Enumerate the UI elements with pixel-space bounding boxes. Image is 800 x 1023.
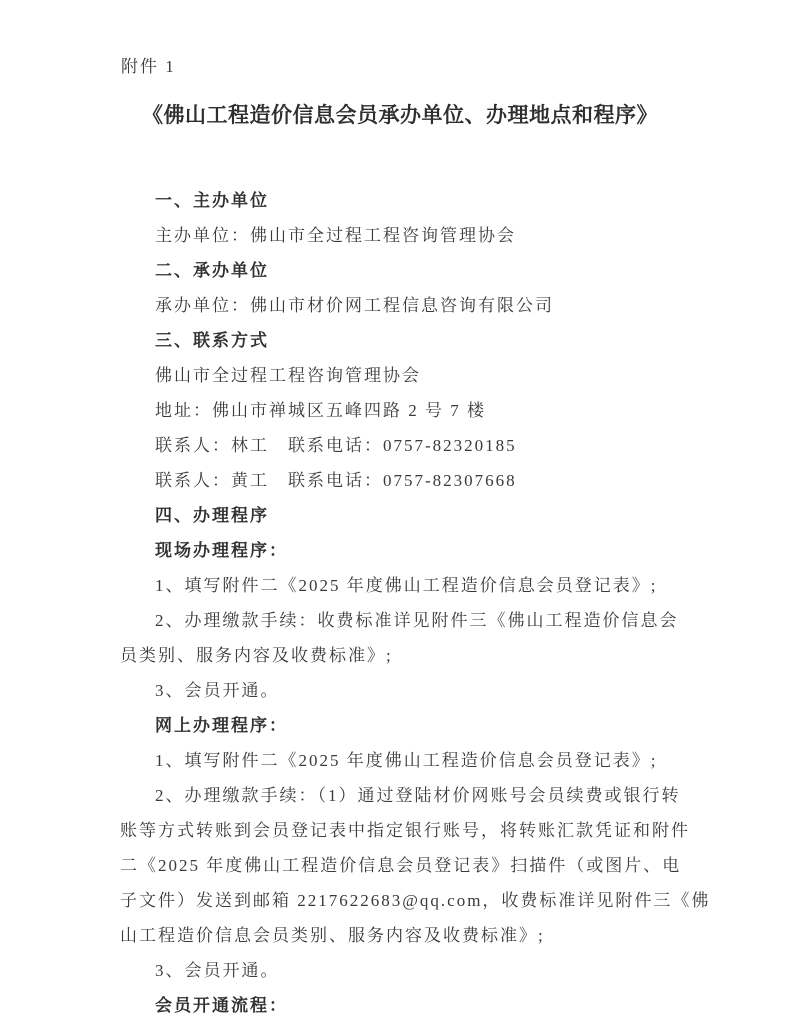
online-step-line: 1、填写附件二《2025 年度佛山工程造价信息会员登记表》;: [155, 751, 658, 770]
section-heading-undertaker: 二、承办单位: [155, 261, 269, 280]
document-title: 《佛山工程造价信息会员承办单位、办理地点和程序》: [142, 103, 658, 127]
contact-address-line: 地址：佛山市禅城区五峰四路 2 号 7 楼: [155, 401, 486, 420]
online-step-wrap-line: 山工程造价信息会员类别、服务内容及收费标准》;: [120, 926, 545, 945]
online-step-wrap-line: 账等方式转账到会员登记表中指定银行账号，将转账汇款凭证和附件: [120, 821, 690, 840]
host-body-line: 主办单位：佛山市全过程工程咨询管理协会: [155, 226, 516, 245]
onsite-procedure-subheading: 现场办理程序：: [155, 541, 288, 560]
online-step-wrap-line: 二《2025 年度佛山工程造价信息会员登记表》扫描件（或图片、电: [120, 856, 682, 875]
onsite-step-wrap-line: 员类别、服务内容及收费标准》;: [120, 646, 393, 665]
onsite-step-line: 2、办理缴款手续：收费标准详见附件三《佛山工程造价信息会: [155, 611, 679, 630]
attachment-label: 附件 1: [121, 57, 176, 76]
undertaker-body-line: 承办单位：佛山市材价网工程信息咨询有限公司: [155, 296, 554, 315]
contact-person1-line: 联系人：林工 联系电话：0757-82320185: [155, 436, 517, 455]
online-step-line: 3、会员开通。: [155, 961, 280, 980]
online-step-wrap-line: 子文件）发送到邮箱 2217622683@qq.com，收费标准详见附件三《佛: [120, 891, 711, 910]
online-procedure-subheading: 网上办理程序：: [155, 716, 288, 735]
online-step-line: 2、办理缴款手续：（1）通过登陆材价网账号会员续费或银行转: [155, 786, 681, 805]
activation-flow-subheading: 会员开通流程：: [155, 996, 288, 1015]
section-heading-host: 一、主办单位: [155, 191, 269, 210]
contact-person2-line: 联系人：黄工 联系电话：0757-82307668: [155, 471, 517, 490]
section-heading-contact: 三、联系方式: [155, 331, 269, 350]
section-heading-procedure: 四、办理程序: [155, 506, 269, 525]
document-body: [120, 183, 711, 1023]
onsite-step-line: 3、会员开通。: [155, 681, 280, 700]
onsite-step-line: 1、填写附件二《2025 年度佛山工程造价信息会员登记表》;: [155, 576, 658, 595]
contact-organization-line: 佛山市全过程工程咨询管理协会: [155, 366, 421, 385]
